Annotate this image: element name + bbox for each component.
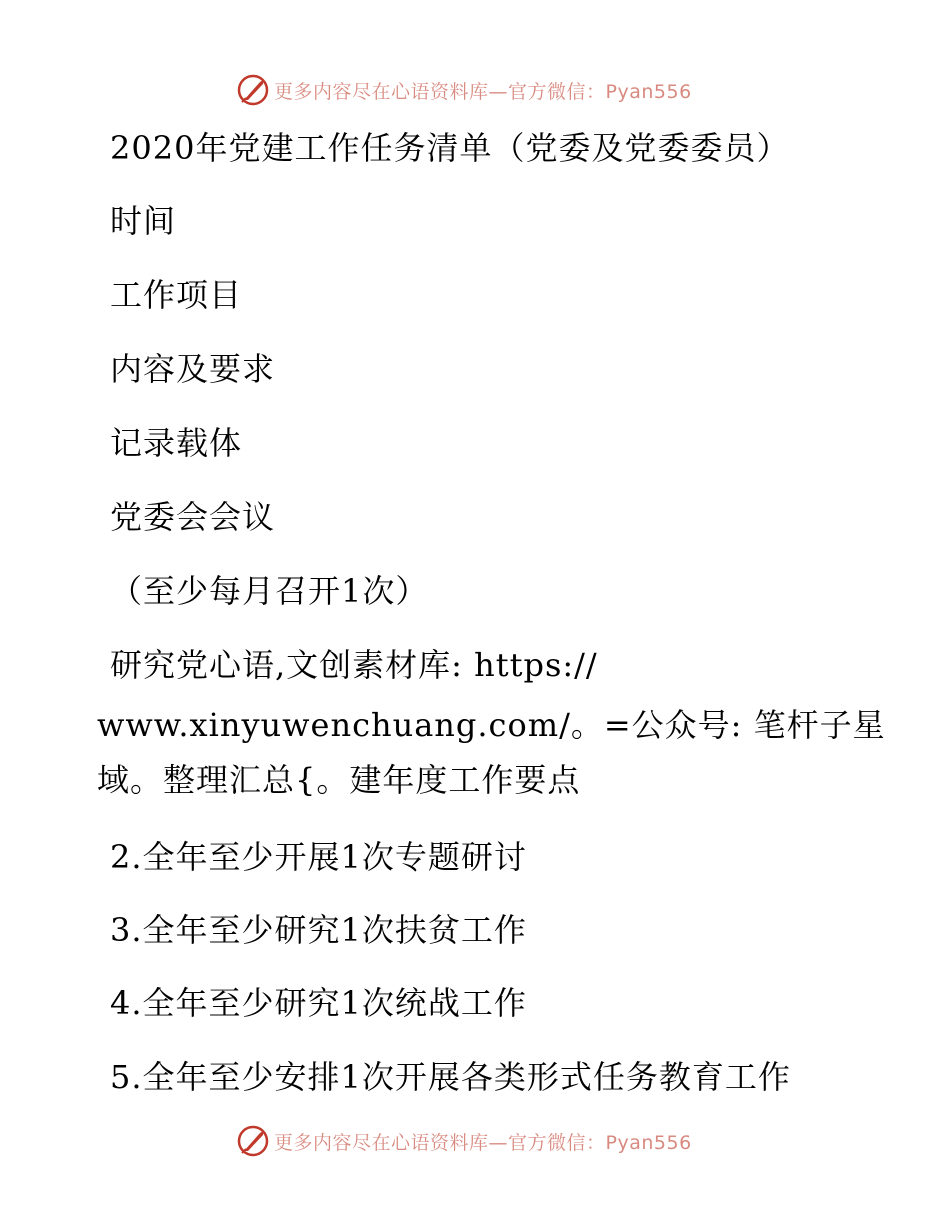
doc-line-item-5: 5.全年至少安排1次开展各类形式任务教育工作 bbox=[110, 1058, 791, 1096]
footer-watermark-banner bbox=[236, 1123, 692, 1159]
watermark-text: 更多内容尽在心语资料库—官方微信：Pyan556 bbox=[274, 1131, 692, 1154]
doc-line-committee-meeting: 党委会会议 bbox=[110, 498, 276, 536]
feather-pen-circle-icon bbox=[236, 73, 270, 107]
doc-line-work-item: 工作项目 bbox=[110, 276, 243, 314]
doc-line-time: 时间 bbox=[110, 202, 177, 240]
doc-line-content-requirements: 内容及要求 bbox=[110, 350, 276, 388]
doc-line-item-3: 3.全年至少研究1次扶贫工作 bbox=[110, 911, 527, 949]
doc-line-item-4: 4.全年至少研究1次统战工作 bbox=[110, 984, 527, 1022]
doc-line-item-2: 2.全年至少开展1次专题研讨 bbox=[110, 838, 527, 876]
doc-line-paragraph-3: 域。整理汇总{。建年度工作要点 bbox=[97, 761, 581, 799]
header-watermark-banner bbox=[236, 72, 692, 108]
watermark-text: 更多内容尽在心语资料库—官方微信：Pyan556 bbox=[274, 80, 692, 103]
doc-line-monthly-frequency: （至少每月召开1次） bbox=[110, 572, 429, 610]
doc-line-paragraph-2: www.xinyuwenchuang.com/。=公众号: 笔杆子星 bbox=[97, 706, 886, 744]
document-title: 2020年党建工作任务清单（党委及党委委员） bbox=[110, 129, 790, 167]
feather-pen-circle-icon bbox=[236, 1124, 270, 1158]
doc-line-paragraph-1: 研究党心语,文创素材库: https:// bbox=[110, 646, 598, 684]
doc-line-record-carrier: 记录载体 bbox=[110, 424, 243, 462]
